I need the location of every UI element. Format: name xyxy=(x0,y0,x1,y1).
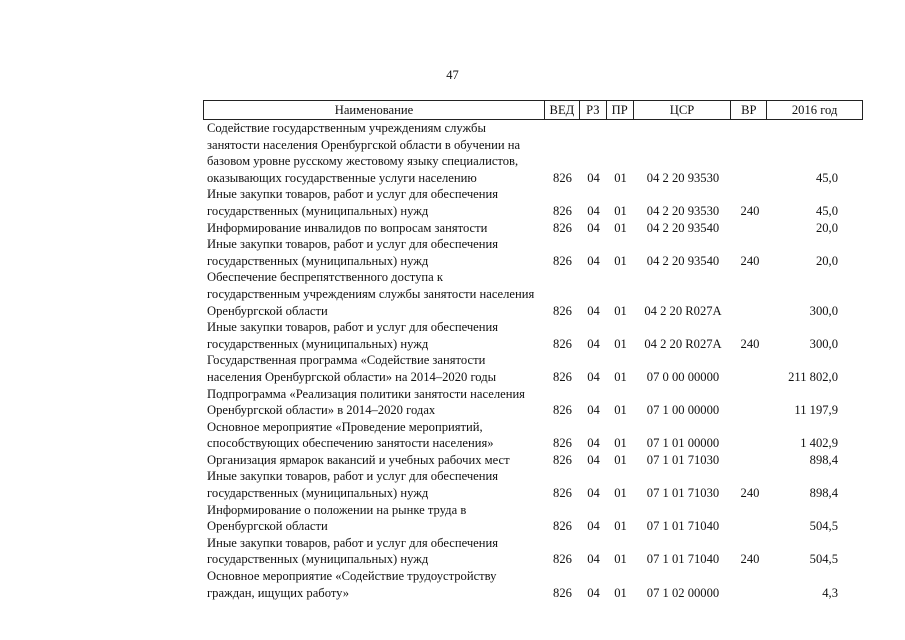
page-number: 47 xyxy=(446,68,459,82)
row-csr: 07 1 01 71040 xyxy=(646,519,720,534)
row-csr: 07 1 01 71030 xyxy=(646,486,720,501)
row-name xyxy=(203,269,545,319)
row-vr: 240 xyxy=(740,336,760,351)
header-csr: ЦСР xyxy=(634,101,732,119)
row-rz: 04 xyxy=(587,585,600,600)
row-csr: 07 1 00 00000 xyxy=(646,403,720,418)
row-name-line: Организация ярмарок вакансий и учебных рабочих мест xyxy=(207,452,510,467)
table-row xyxy=(203,568,863,601)
row-name-line: Иные закупки товаров, работ и услуг для обеспечения xyxy=(207,237,499,252)
row-ved: 826 xyxy=(553,303,572,318)
row-csr: 04 2 20 93540 xyxy=(646,253,720,268)
row-rz: 04 xyxy=(587,253,600,268)
row-pr: 01 xyxy=(614,170,627,185)
row-name-line: способствующих обеспечению занятости населения» xyxy=(207,436,494,451)
row-name-line: Оренбургской области xyxy=(207,519,328,534)
row-csr: 04 2 20 93530 xyxy=(646,203,720,218)
row-name xyxy=(203,236,545,269)
row-ved: 826 xyxy=(553,336,572,351)
row-csr: 07 1 02 00000 xyxy=(646,585,720,600)
table-row xyxy=(203,452,863,469)
row-rz: 04 xyxy=(587,519,600,534)
row-amount: 300,0 xyxy=(809,336,838,351)
row-name-line: Государственная программа «Содействие занятости xyxy=(207,353,486,368)
row-pr: 01 xyxy=(614,486,627,501)
table-row xyxy=(203,502,863,535)
row-pr: 01 xyxy=(614,519,627,534)
row-name-line: Оренбургской области xyxy=(207,303,328,318)
header-vr: ВР xyxy=(731,101,767,119)
row-name-line: базовом уровне русскому жестовому языку специалистов, xyxy=(207,154,519,169)
row-amount: 20,0 xyxy=(815,253,838,268)
table-header xyxy=(203,100,863,120)
row-ved: 826 xyxy=(553,170,572,185)
row-pr: 01 xyxy=(614,552,627,567)
row-vr: 240 xyxy=(740,203,760,218)
row-vr: 240 xyxy=(740,253,760,268)
table-row xyxy=(203,269,863,319)
row-name xyxy=(203,220,545,237)
row-amount: 4,3 xyxy=(822,585,838,600)
budget-table xyxy=(203,100,863,601)
row-rz: 04 xyxy=(587,336,600,351)
row-rz: 04 xyxy=(587,203,600,218)
row-ved: 826 xyxy=(553,203,572,218)
row-name xyxy=(203,319,545,352)
table-row xyxy=(203,319,863,352)
row-amount: 20,0 xyxy=(815,220,838,235)
table-body xyxy=(203,120,863,601)
row-name-line: Подпрограмма «Реализация политики занятости населения xyxy=(207,386,525,401)
row-name xyxy=(203,186,545,219)
row-ved: 826 xyxy=(553,253,572,268)
row-name xyxy=(203,568,545,601)
row-name-line: Информирование инвалидов по вопросам занятости xyxy=(207,220,488,235)
row-name-line: занятости населения Оренбургской области в обучении на xyxy=(207,137,521,152)
row-amount: 898,4 xyxy=(809,452,838,467)
row-name-line: Иные закупки товаров, работ и услуг для обеспечения xyxy=(207,320,499,335)
row-rz: 04 xyxy=(587,170,600,185)
row-pr: 01 xyxy=(614,203,627,218)
row-rz: 04 xyxy=(587,303,600,318)
header-year: 2016 год xyxy=(791,103,838,117)
row-rz: 04 xyxy=(587,486,600,501)
row-name-line: граждан, ищущих работу» xyxy=(207,585,350,600)
row-pr: 01 xyxy=(614,303,627,318)
row-name xyxy=(203,386,545,419)
row-name-line: государственных (муниципальных) нужд xyxy=(207,552,429,567)
table-row xyxy=(203,236,863,269)
row-csr: 04 2 20 R027A xyxy=(644,303,722,318)
row-ved: 826 xyxy=(553,369,572,384)
table-row xyxy=(203,468,863,501)
row-csr: 07 1 01 71040 xyxy=(646,552,720,567)
row-name xyxy=(203,452,545,469)
row-rz: 04 xyxy=(587,369,600,384)
row-name-line: Обеспечение беспрепятственного доступа к xyxy=(207,270,444,285)
header-ved: ВЕД xyxy=(545,101,580,119)
row-csr: 04 2 20 93540 xyxy=(646,220,720,235)
row-ved: 826 xyxy=(553,552,572,567)
row-vr: 240 xyxy=(740,552,760,567)
row-name-line: Оренбургской области» в 2014–2020 годах xyxy=(207,403,436,418)
row-name-line: Иные закупки товаров, работ и услуг для обеспечения xyxy=(207,535,499,550)
row-csr: 07 1 01 71030 xyxy=(646,452,720,467)
row-ved: 826 xyxy=(553,486,572,501)
header-pr: ПР xyxy=(607,101,634,119)
row-rz: 04 xyxy=(587,403,600,418)
table-row xyxy=(203,220,863,237)
row-name-line: государственных (муниципальных) нужд xyxy=(207,253,429,268)
row-pr: 01 xyxy=(614,253,627,268)
row-name-line: населения Оренбургской области» на 2014–2020 годы xyxy=(207,369,497,384)
header-name: Наименование xyxy=(204,101,545,119)
row-pr: 01 xyxy=(614,403,627,418)
row-pr: 01 xyxy=(614,452,627,467)
row-name-line: Информирование о положении на рынке труда в xyxy=(207,502,467,517)
row-csr: 07 0 00 00000 xyxy=(646,369,720,384)
table-row xyxy=(203,386,863,419)
row-amount: 45,0 xyxy=(815,170,838,185)
row-ved: 826 xyxy=(553,436,572,451)
row-pr: 01 xyxy=(614,369,627,384)
row-rz: 04 xyxy=(587,436,600,451)
row-amount: 45,0 xyxy=(815,203,838,218)
row-name-line: государственных (муниципальных) нужд xyxy=(207,336,429,351)
table-row xyxy=(203,120,863,186)
row-name-line: государственным учреждениям службы занятости населения xyxy=(207,286,535,301)
row-pr: 01 xyxy=(614,436,627,451)
row-pr: 01 xyxy=(614,585,627,600)
row-name xyxy=(203,352,545,385)
row-name-line: Основное мероприятие «Содействие трудоустройству xyxy=(207,569,497,584)
row-amount: 211 802,0 xyxy=(788,369,838,384)
row-vr: 240 xyxy=(740,486,760,501)
row-name-line: государственных (муниципальных) нужд xyxy=(207,203,429,218)
row-ved: 826 xyxy=(553,403,572,418)
row-csr: 04 2 20 93530 xyxy=(646,170,720,185)
row-csr: 07 1 01 00000 xyxy=(646,436,720,451)
row-amount: 504,5 xyxy=(809,552,838,567)
row-name-line: Иные закупки товаров, работ и услуг для обеспечения xyxy=(207,187,499,202)
row-name xyxy=(203,502,545,535)
table-row xyxy=(203,186,863,219)
row-pr: 01 xyxy=(614,336,627,351)
row-name xyxy=(203,419,545,452)
table-row xyxy=(203,352,863,385)
row-ved: 826 xyxy=(553,452,572,467)
row-name-line: Иные закупки товаров, работ и услуг для обеспечения xyxy=(207,469,499,484)
row-rz: 04 xyxy=(587,452,600,467)
row-name-line: Основное мероприятие «Проведение мероприятий, xyxy=(207,419,483,434)
row-amount: 898,4 xyxy=(809,486,838,501)
row-name-line: государственных (муниципальных) нужд xyxy=(207,486,429,501)
row-rz: 04 xyxy=(587,220,600,235)
row-rz: 04 xyxy=(587,552,600,567)
table-row xyxy=(203,419,863,452)
row-amount: 300,0 xyxy=(809,303,838,318)
row-name xyxy=(203,120,545,186)
row-name xyxy=(203,535,545,568)
row-amount: 1 402,9 xyxy=(800,436,838,451)
row-pr: 01 xyxy=(614,220,627,235)
row-name xyxy=(203,468,545,501)
row-amount: 504,5 xyxy=(809,519,838,534)
row-name-line: Содействие государственным учреждениям службы xyxy=(207,121,486,135)
row-ved: 826 xyxy=(553,220,572,235)
row-name-line: оказывающих государственные услуги населению xyxy=(207,170,477,185)
table-row xyxy=(203,535,863,568)
row-ved: 826 xyxy=(553,519,572,534)
row-csr: 04 2 20 R027A xyxy=(644,336,722,351)
header-rz: РЗ xyxy=(580,101,607,119)
row-ved: 826 xyxy=(553,585,572,600)
row-amount: 11 197,9 xyxy=(794,403,838,418)
